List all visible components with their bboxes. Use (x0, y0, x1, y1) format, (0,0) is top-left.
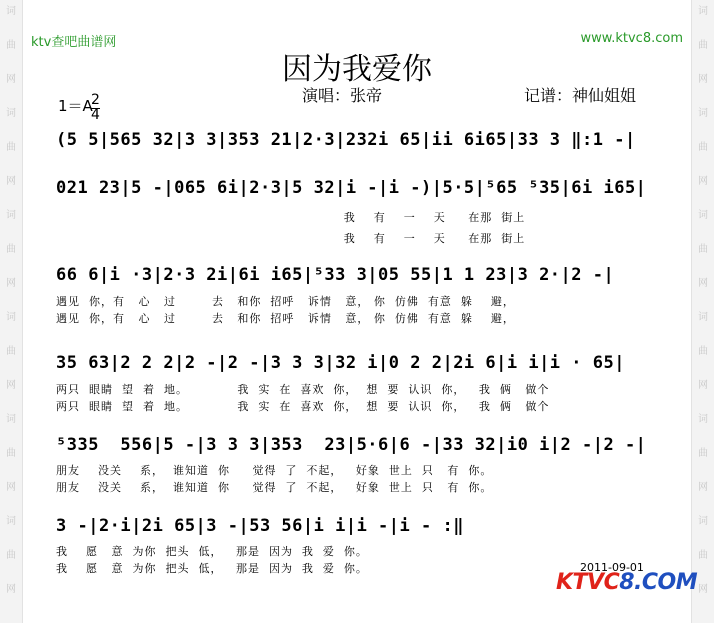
watermark-char: 曲 (698, 244, 708, 255)
watermark-char: 网 (6, 74, 16, 85)
watermark-char: 词 (698, 312, 708, 323)
watermark-char: 网 (698, 74, 708, 85)
notation-row-6: 3 -|2·i|2i 65|3 -|53 56|i i|i -|i - :‖ (56, 516, 464, 536)
watermark-char: 曲 (698, 346, 708, 357)
watermark-char: 曲 (6, 142, 16, 153)
watermark-char: 网 (6, 584, 16, 595)
lyric-row-5-verse-1: 朋友 没关 系， 谁知道 你 觉得 了 不起， 好象 世上 只 有 你。 (56, 464, 493, 477)
watermark-char: 词 (698, 108, 708, 119)
transcription-date: 2011-09-01 (580, 561, 644, 574)
lyric-row-6-verse-2: 我 愿 意 为你 把头 低， 那是 因为 我 爱 你。 (56, 562, 368, 575)
time-signature (91, 94, 100, 122)
watermark-char: 曲 (698, 550, 708, 561)
watermark-char: 曲 (6, 40, 16, 51)
watermark-char: 词 (6, 516, 16, 527)
time-signature-bottom: 4 (91, 107, 100, 123)
watermark-char: 词 (698, 6, 708, 17)
site-url-right: www.ktvc8.com (580, 31, 683, 46)
notation-row-2: 021 23|5 -|065 6i|2·3|5 32|i -|i -)|5·5|⁵65 ⁵35|6i i65| (56, 178, 647, 198)
watermark-char: 曲 (698, 448, 708, 459)
watermark-char: 词 (698, 210, 708, 221)
watermark-char: 曲 (6, 550, 16, 561)
time-signature-top: 2 (91, 92, 100, 108)
lyric-row-3-verse-1: 遇见 你，有 心 过 去 和你 招呼 诉情 意， 你 仿佛 有意 躲 避， (56, 295, 515, 308)
watermark-char: 词 (6, 414, 16, 425)
watermark-char: 网 (698, 278, 708, 289)
watermark-char: 曲 (6, 346, 16, 357)
watermark-char: 词 (6, 6, 16, 17)
watermark-char: 曲 (6, 244, 16, 255)
song-title: 因为我爱你 (282, 52, 432, 87)
lyric-row-2-verse-1: 我 有 一 天 在那 街上 (56, 211, 526, 224)
watermark-char: 网 (698, 380, 708, 391)
watermark-char: 词 (6, 312, 16, 323)
notation-row-5: ⁵335 556|5 -|3 3 3|353 23|5·6|6 -|33 32|i0 i|2 -|2 -| (56, 435, 647, 455)
lyric-row-5-verse-2: 朋友 没关 系， 谁知道 你 觉得 了 不起， 好象 世上 只 有 你。 (56, 481, 493, 494)
watermark-char: 网 (698, 584, 708, 595)
watermark-char: 网 (6, 482, 16, 493)
notation-row-4: 35 63|2 2 2|2 -|2 -|3 3 3|32 i|0 2 2|2i 6|i i|i · 65| (56, 353, 625, 373)
watermark-char: 网 (698, 176, 708, 187)
notation-row-3: 66 6|i ·3|2·3 2i|6i i65|⁵33 3|05 55|1 1 23|3 2·|2 -| (56, 265, 615, 285)
lyric-row-3-verse-2: 遇见 你，有 心 过 去 和你 招呼 诉情 意， 你 仿佛 有意 躲 避， (56, 312, 515, 325)
watermark-char: 网 (6, 176, 16, 187)
notation-row-1: (5 5|565 32|3 3|353 21|2·3|232i 65|ii 6i65|33 3 ‖:1 -| (56, 130, 636, 150)
key-signature: 1＝A (58, 97, 93, 115)
watermark-char: 网 (698, 482, 708, 493)
left-watermark-strip (0, 0, 23, 623)
watermark-char: 网 (6, 380, 16, 391)
watermark-char: 曲 (6, 448, 16, 459)
lyric-row-4-verse-2: 两只 眼睛 望 着 地。 我 实 在 喜欢 你， 想 要 认识 你， 我 俩 做个 (56, 400, 550, 413)
lyric-row-4-verse-1: 两只 眼睛 望 着 地。 我 实 在 喜欢 你， 想 要 认识 你， 我 俩 做个 (56, 383, 550, 396)
lyric-row-6-verse-1: 我 愿 意 为你 把头 低， 那是 因为 我 爱 你。 (56, 545, 368, 558)
watermark-char: 词 (698, 414, 708, 425)
lyric-row-2-verse-2: 我 有 一 天 在那 街上 (56, 232, 526, 245)
right-watermark-strip (691, 0, 714, 623)
transcriber-credit: 记谱：神仙姐姐 (524, 86, 637, 105)
watermark-char: 曲 (698, 40, 708, 51)
watermark-char: 词 (6, 210, 16, 221)
watermark-char: 曲 (698, 142, 708, 153)
watermark-char: 词 (6, 108, 16, 119)
site-name-left: ktv查吧曲谱网 (31, 35, 117, 50)
site-logo: KTVC8.COM (556, 570, 698, 595)
watermark-char: 网 (6, 278, 16, 289)
singer-credit: 演唱：张帝 (302, 86, 383, 105)
watermark-char: 词 (698, 516, 708, 527)
